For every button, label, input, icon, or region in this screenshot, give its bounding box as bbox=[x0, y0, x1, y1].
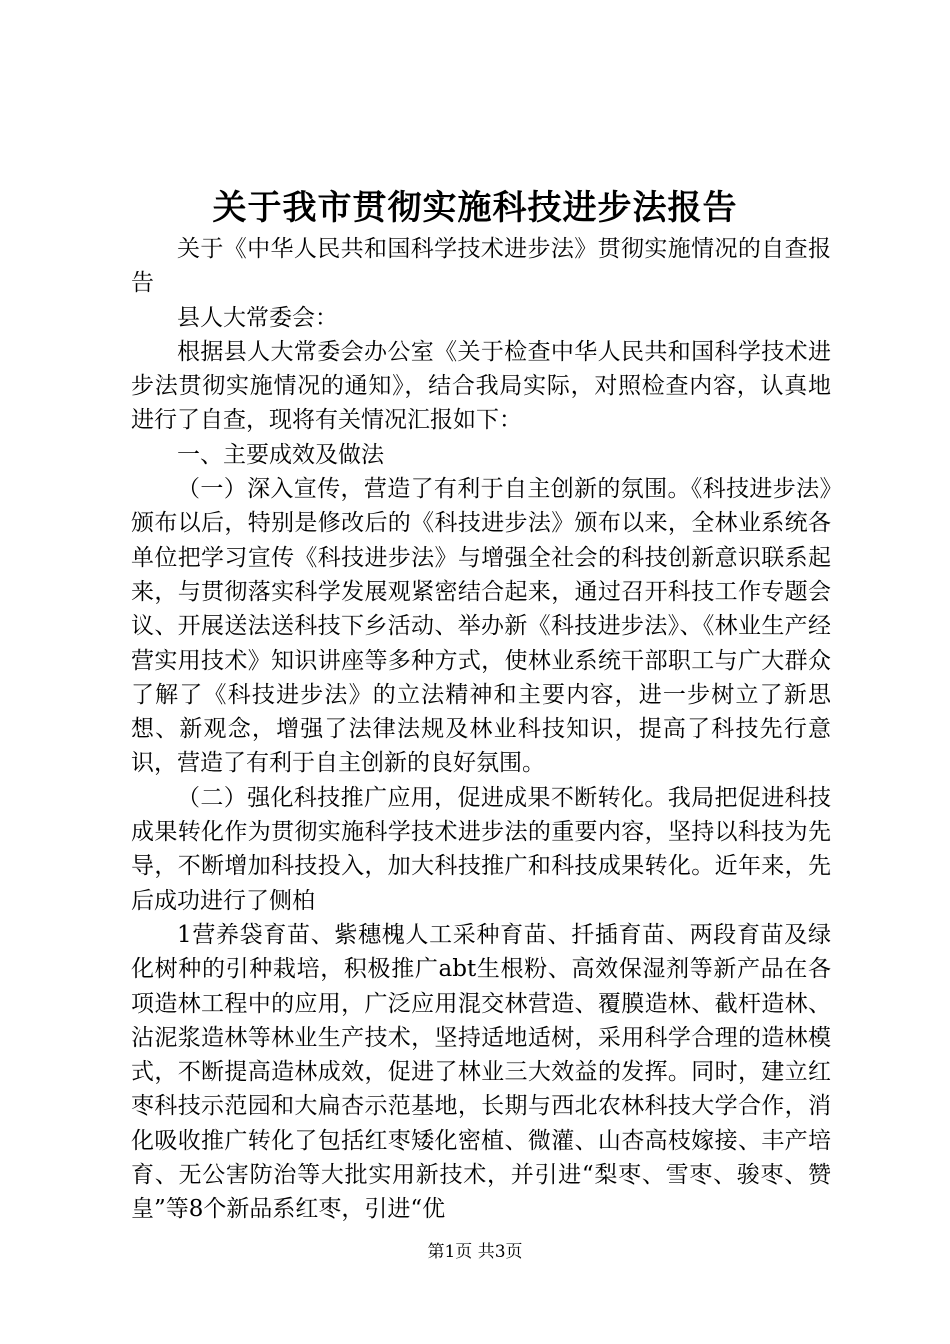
document-title: 关于我市贯彻实施科技进步法报告 bbox=[212, 188, 738, 228]
salutation-paragraph: 县人大常委会： bbox=[177, 304, 338, 331]
report-subtitle-paragraph: 关于《中华人民共和国科学技术进步法》贯彻实施情况的自查报告 bbox=[131, 236, 831, 297]
document-body bbox=[131, 232, 831, 1227]
body-paragraph: 1营养袋育苗、紫穗槐人工采种育苗、扦插育苗、两段育苗及绿化树种的引种栽培，积极推广abt生根粉、高效保湿剂等新产品在各项造林工程中的应用，广泛应用混交林营造、覆膜造林、截杆造林、沾泥浆造林等林业生产技术，坚持适地适树，采用科学合理的造林模式，不断提高造林成效，促进了林业三大效益的发挥。同时，建立红枣科技示范园和大扁杏示范基地，长期与西北农林科技大学合作，消化吸收推广转化了包括红枣矮化密植、微灌、山杏高枝嫁接、丰产培育、无公害防治等大批实用新技术，并引进“梨枣、雪枣、骏枣、赞皇”等8个新品系红枣，引进“优 bbox=[131, 921, 831, 1223]
page-footer: 第1页 共3页 bbox=[427, 1242, 523, 1262]
section-heading: 一、主要成效及做法 bbox=[177, 441, 384, 468]
body-paragraph: （一）深入宣传，营造了有利于自主创新的氛围。《科技进步法》颁布以后，特别是修改后的《科技进步法》颁布以来，全林业系统各单位把学习宣传《科技进步法》与增强全社会的科技创新意识联系起来，与贯彻落实科学发展观紧密结合起来，通过召开科技工作专题会议、开展送法送科技下乡活动、举办新《科技进步法》、《林业生产经营实用技术》知识讲座等多种方式，使林业系统干部职工与广大群众了解了《科技进步法》的立法精神和主要内容，进一步树立了新思想、新观念，增强了法律法规及林业科技知识，提高了科技先行意识，营造了有利于自主创新的良好氛围。 bbox=[131, 476, 831, 777]
body-paragraph: （二）强化科技推广应用，促进成果不断转化。我局把促进科技成果转化作为贯彻实施科学技术进步法的重要内容，坚持以科技为先导，不断增加科技投入，加大科技推广和科技成果转化。近年来，先后成功进行了侧柏 bbox=[131, 784, 831, 914]
intro-paragraph: 根据县人大常委会办公室《关于检查中华人民共和国科学技术进步法贯彻实施情况的通知》，结合我局实际，对照检查内容，认真地进行了自查，现将有关情况汇报如下： bbox=[131, 338, 831, 434]
